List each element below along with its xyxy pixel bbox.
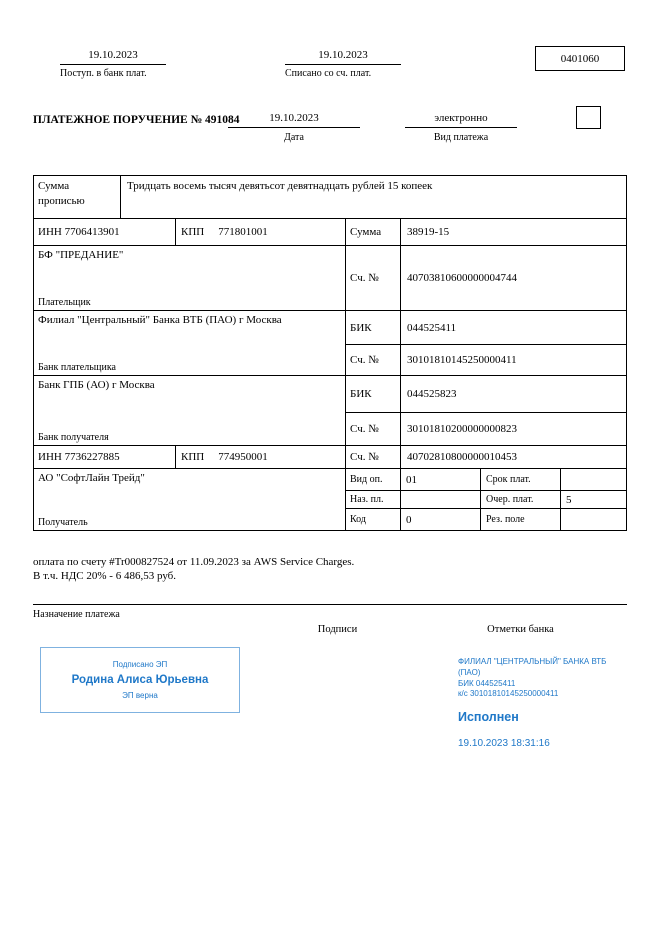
ocher-plat-value-cell (561, 491, 627, 509)
kod-label-cell (346, 509, 401, 531)
payee-bank-row (34, 376, 627, 446)
vid-op-value-cell (401, 469, 481, 491)
rez-pole-value-cell (561, 509, 627, 531)
status-code-box (576, 106, 601, 129)
payee-bank-bik-subrow (346, 376, 627, 413)
ocher-plat-label: Очер. плат. (486, 494, 534, 505)
payer-account-cell (401, 246, 627, 311)
kod-subrow (346, 509, 627, 531)
purpose-section (33, 552, 627, 605)
payer-inn-cell (34, 219, 176, 246)
purpose-line-2: В т.ч. НДС 20% - 6 486,53 руб. (33, 570, 177, 583)
payer-kpp-value: 771801001 (218, 226, 268, 238)
payee-row (34, 469, 627, 531)
payer-account-label-cell (346, 246, 401, 311)
payer-kpp-cell (176, 219, 346, 246)
payee-right-col (346, 469, 627, 531)
signatures-caption: Подписи (317, 624, 358, 635)
es-valid-label: ЭП верна (122, 691, 158, 700)
amount-words-value: Тридцать восемь тысяч девятьсот девятнадцать рублей 15 копеек (127, 180, 433, 192)
payee-caption: Получатель (38, 517, 88, 528)
payer-inn-value: 7706413901 (64, 226, 120, 238)
payer-bank-right-col (346, 311, 627, 376)
payer-bank-acc-subrow (346, 345, 627, 376)
payer-bank-bik-value: 044525411 (407, 321, 457, 334)
payee-kpp-label: КПП (181, 451, 205, 463)
payer-account-label: Сч. № (350, 272, 379, 284)
form-number: 0401060 (560, 52, 600, 65)
amount-label: Сумма (350, 226, 382, 238)
srok-plat-value-cell (561, 469, 627, 491)
bank-stamp-bank-name: ФИЛИАЛ "ЦЕНТРАЛЬНЫЙ" БАНКА ВТБ (ПАО) (458, 657, 607, 677)
srok-plat-label-cell (481, 469, 561, 491)
payee-kpp-cell (176, 446, 346, 469)
payee-bank-acc-label-cell (346, 413, 401, 446)
debited-date-block (285, 49, 401, 79)
bank-stamp-datetime: 19.10.2023 18:31:16 (458, 738, 550, 750)
amount-words-value-cell (121, 176, 627, 219)
payee-bank-acc-cell (401, 413, 627, 446)
vid-op-subrow (346, 469, 627, 491)
received-date: 19.10.2023 (60, 49, 166, 65)
vid-op-label: Вид оп. (350, 474, 383, 485)
payer-row (34, 246, 627, 311)
payer-bank-bik-subrow (346, 311, 627, 345)
bank-stamp-corr-account: к/с 30101810145250000411 (458, 689, 559, 699)
payer-caption: Плательщик (38, 297, 91, 308)
kod-label: Код (350, 514, 366, 525)
payer-bank-acc-value: 30101810145250000411 (407, 354, 517, 366)
payer-inn-row (34, 219, 627, 246)
payer-name-cell (34, 246, 346, 311)
payee-inn-cell (34, 446, 176, 469)
kod-value: 0 (406, 513, 412, 526)
amount-value: 38919-15 (407, 226, 450, 238)
signed-with-es-label: Подписано ЭП (112, 660, 168, 669)
debited-date-label: Списано со сч. плат. (285, 68, 372, 79)
payer-account-value: 40703810600000004744 (407, 272, 517, 284)
payer-name: БФ "ПРЕДАНИЕ" (38, 249, 124, 261)
bank-stamp (458, 657, 630, 751)
payer-inn-label: ИНН (38, 226, 62, 238)
ocher-plat-label-cell (481, 491, 561, 509)
payer-bank-acc-label-cell (346, 345, 401, 376)
payment-kind-label: Вид платежа (433, 132, 489, 143)
rez-pole-label: Рез. поле (486, 514, 525, 525)
payer-bank-row (34, 311, 627, 376)
amount-words-label-cell (34, 176, 121, 219)
payee-inn-label: ИНН (38, 451, 62, 463)
naz-pl-subrow (346, 491, 627, 509)
amount-value-cell (401, 219, 627, 246)
kod-value-cell (401, 509, 481, 531)
payee-account-cell (401, 446, 627, 469)
naz-pl-value-cell (401, 491, 481, 509)
payee-bank-acc-value: 30101810200000000823 (407, 423, 517, 435)
amount-label-cell (346, 219, 401, 246)
payment-order-table (33, 175, 627, 531)
payee-bank-name-cell (34, 376, 346, 446)
payee-bank-bik-label-cell (346, 376, 401, 413)
payee-account-label-cell (346, 446, 401, 469)
purpose-caption: Назначение платежа (33, 609, 120, 620)
amount-words-row (34, 176, 627, 219)
received-date-label: Поступ. в банк плат. (60, 68, 147, 79)
payee-bank-name: Банк ГПБ (АО) г Москва (38, 379, 155, 391)
form-number-box (535, 46, 625, 71)
vid-op-value: 01 (406, 473, 417, 486)
vid-op-label-cell (346, 469, 401, 491)
signature-stamp (40, 647, 240, 713)
payment-kind: электронно (405, 112, 517, 128)
payer-bank-bik-label: БИК (350, 321, 372, 334)
payer-bank-bik-label-cell (346, 311, 401, 345)
naz-pl-label: Наз. пл. (350, 494, 384, 505)
payee-name: АО "СофтЛайн Трейд" (38, 472, 145, 484)
document-title: ПЛАТЕЖНОЕ ПОРУЧЕНИЕ № 491084 (33, 114, 240, 126)
payee-kpp-value: 774950001 (218, 451, 268, 463)
payer-bank-bik-cell (401, 311, 627, 345)
payee-bank-bik-value: 044525823 (407, 388, 457, 400)
naz-pl-label-cell (346, 491, 401, 509)
payee-inn-row (34, 446, 627, 469)
bank-stamp-status: Исполнен (458, 710, 519, 725)
srok-plat-label: Срок плат. (486, 474, 531, 485)
payee-bank-bik-cell (401, 376, 627, 413)
payer-bank-acc-cell (401, 345, 627, 376)
debited-date: 19.10.2023 (285, 49, 401, 65)
payee-bank-acc-label: Сч. № (350, 423, 379, 435)
payee-bank-right-col (346, 376, 627, 446)
document-date-label: Дата (284, 132, 304, 143)
payee-account-value: 40702810800000010453 (407, 451, 517, 463)
payee-name-cell (34, 469, 346, 531)
payee-account-label: Сч. № (350, 451, 379, 463)
signer-name: Родина Алиса Юрьевна (71, 674, 209, 686)
payee-bank-caption: Банк получателя (38, 432, 109, 443)
payee-bank-bik-label: БИК (350, 388, 372, 400)
received-date-block (60, 49, 166, 79)
bank-marks-caption: Отметки банка (487, 624, 554, 635)
rez-pole-label-cell (481, 509, 561, 531)
payee-bank-acc-subrow (346, 413, 627, 446)
ocher-plat-value: 5 (566, 493, 572, 506)
purpose-line-1: оплата по счету #Tr000827524 от 11.09.2023 за AWS Service Charges. (33, 556, 355, 568)
bank-stamp-bik: БИК 044525411 (458, 678, 516, 688)
payer-bank-name-cell (34, 311, 346, 376)
payer-bank-name: Филиал "Центральный" Банка ВТБ (ПАО) г Москва (38, 314, 282, 326)
payer-bank-acc-label: Сч. № (350, 354, 379, 366)
payer-bank-caption: Банк плательщика (38, 362, 116, 373)
payee-inn-value: 7736227885 (64, 451, 120, 463)
amount-words-label: Сумма прописью (38, 180, 85, 207)
document-date: 19.10.2023 (228, 112, 360, 128)
payer-kpp-label: КПП (181, 226, 205, 238)
